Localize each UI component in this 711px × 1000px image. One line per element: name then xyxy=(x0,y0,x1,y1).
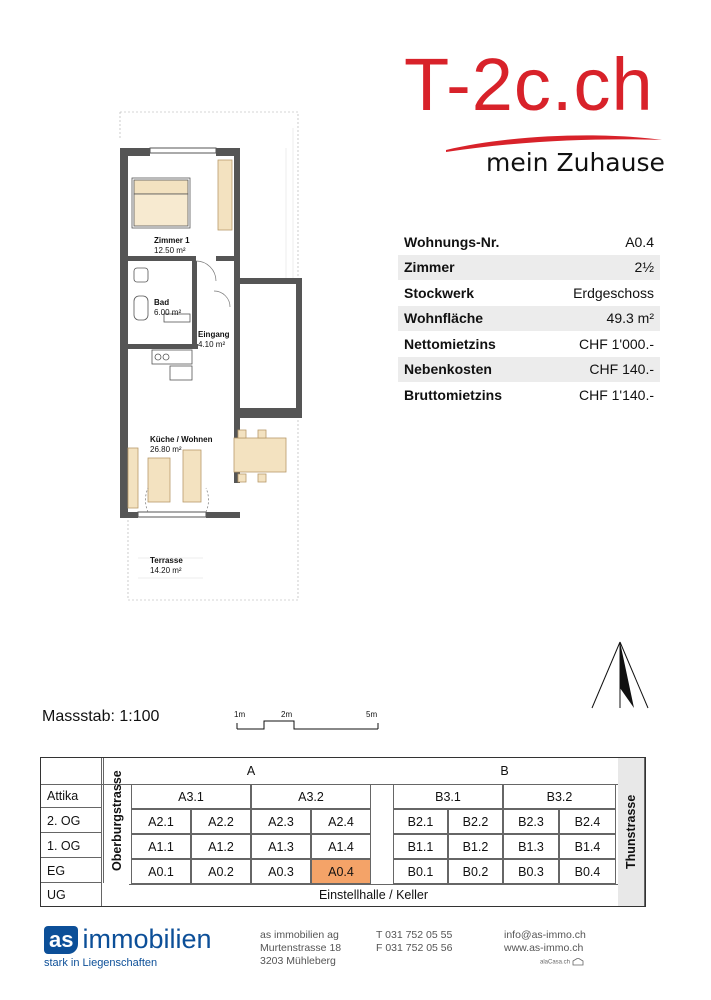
house-icon xyxy=(572,958,584,966)
unit-cell: B3.1 xyxy=(393,784,503,809)
unit-cell: A3.2 xyxy=(251,784,371,809)
unit-cell: A3.1 xyxy=(131,784,251,809)
floor-label: 1. OG xyxy=(41,834,101,858)
unit-cell: A2.3 xyxy=(251,809,311,834)
info-value: A0.4 xyxy=(625,233,654,250)
info-label: Nebenkosten xyxy=(404,361,492,378)
scale-tick: 5m xyxy=(366,710,378,719)
unit-cell: B1.1 xyxy=(393,834,448,859)
unit-cell: A2.1 xyxy=(131,809,191,834)
unit-cell: A0.3 xyxy=(251,859,311,884)
unit-cell: B0.2 xyxy=(448,859,503,884)
room-area: 12.50 m² xyxy=(154,246,186,255)
info-row xyxy=(398,382,660,408)
unit-cell: B1.4 xyxy=(559,834,616,859)
info-row xyxy=(398,306,660,332)
apartment-info-table xyxy=(398,229,660,408)
room-area: 4.10 m² xyxy=(198,340,226,349)
room-name: Bad xyxy=(154,298,170,307)
section-b: B xyxy=(500,764,509,778)
section-a: A xyxy=(246,764,256,778)
info-row xyxy=(398,357,660,383)
room-area: 6.00 m² xyxy=(154,308,182,317)
unit-cell: B2.4 xyxy=(559,809,616,834)
unit-cell: B0.4 xyxy=(559,859,616,884)
as-logo-slogan: stark in Liegenschaften xyxy=(44,957,158,969)
room-label-bad xyxy=(154,298,181,318)
unit-cell: A2.2 xyxy=(191,809,251,834)
room-name: Zimmer 1 xyxy=(154,236,190,245)
info-label: Zimmer xyxy=(404,259,455,276)
unit-cell: B0.3 xyxy=(503,859,559,884)
alacasa-logo: alaCasa.ch xyxy=(540,958,584,966)
north-arrow-icon xyxy=(588,636,652,716)
info-value: Erdgeschoss xyxy=(573,284,654,301)
info-row xyxy=(398,255,660,281)
unit-cell: B1.3 xyxy=(503,834,559,859)
building-overview xyxy=(40,757,646,907)
unit-cell: B0.1 xyxy=(393,859,448,884)
info-value: CHF 1'000.- xyxy=(578,335,654,352)
scale-tick: 1m xyxy=(234,710,246,719)
room-label-zimmer xyxy=(154,236,190,256)
brand-logo: T-2c.ch xyxy=(404,43,654,126)
unit-cell: A0.1 xyxy=(131,859,191,884)
scale-bar xyxy=(236,719,380,731)
floor-label: 2. OG xyxy=(41,809,101,833)
street-right: Thunstrasse xyxy=(618,758,645,906)
company-web[interactable]: info@as-immo.ch www.as-immo.ch xyxy=(504,929,586,954)
as-immobilien-logo xyxy=(44,924,212,969)
room-label-eingang xyxy=(198,330,230,350)
unit-cell: A0.2 xyxy=(191,859,251,884)
room-label-terrasse xyxy=(150,556,183,576)
floor-label: Attika xyxy=(41,784,101,808)
info-label: Wohnfläche xyxy=(404,310,484,327)
info-value: CHF 1'140.- xyxy=(578,386,654,403)
unit-cell: B1.2 xyxy=(448,834,503,859)
unit-cell: B2.2 xyxy=(448,809,503,834)
basement-cell: Einstellhalle / Keller xyxy=(129,884,618,905)
room-area: 26.80 m² xyxy=(150,445,182,454)
floor-label: UG xyxy=(47,888,66,902)
info-value: 49.3 m² xyxy=(606,310,654,327)
info-label: Nettomietzins xyxy=(404,335,496,352)
unit-cell: A1.1 xyxy=(131,834,191,859)
scale-label: Massstab: 1:100 xyxy=(42,708,160,725)
unit-cell: A1.2 xyxy=(191,834,251,859)
street-left: Oberburgstrasse xyxy=(103,758,130,883)
info-value: CHF 140.- xyxy=(589,361,654,378)
company-address: as immobilien ag Murtenstrasse 18 3203 Mühleberg xyxy=(260,929,342,967)
unit-cell: B2.1 xyxy=(393,809,448,834)
room-name: Küche / Wohnen xyxy=(150,435,213,444)
info-row xyxy=(398,331,660,357)
room-name: Eingang xyxy=(198,330,230,339)
room-label-kueche xyxy=(150,435,213,455)
unit-cell: B2.3 xyxy=(503,809,559,834)
room-name: Terrasse xyxy=(150,556,183,565)
info-row xyxy=(398,229,660,255)
info-row xyxy=(398,280,660,306)
unit-cell: A1.3 xyxy=(251,834,311,859)
unit-cell: B3.2 xyxy=(503,784,616,809)
unit-cell: A2.4 xyxy=(311,809,371,834)
company-phone: T 031 752 05 55 F 031 752 05 56 xyxy=(376,929,453,954)
info-label: Bruttomietzins xyxy=(404,386,502,403)
unit-cell-highlighted: A0.4 xyxy=(311,859,371,884)
floor-label: EG xyxy=(41,859,101,883)
as-logo-box: as xyxy=(44,926,78,954)
info-label: Stockwerk xyxy=(404,284,475,301)
unit-cell: A1.4 xyxy=(311,834,371,859)
floor-plan xyxy=(108,108,308,608)
scale-tick: 2m xyxy=(281,710,293,719)
as-logo-word: immobilien xyxy=(82,924,212,954)
room-area: 14.20 m² xyxy=(150,566,182,575)
info-label: Wohnungs-Nr. xyxy=(404,233,500,250)
info-value: 2½ xyxy=(634,259,654,276)
brand-tagline: mein Zuhause xyxy=(486,148,665,177)
